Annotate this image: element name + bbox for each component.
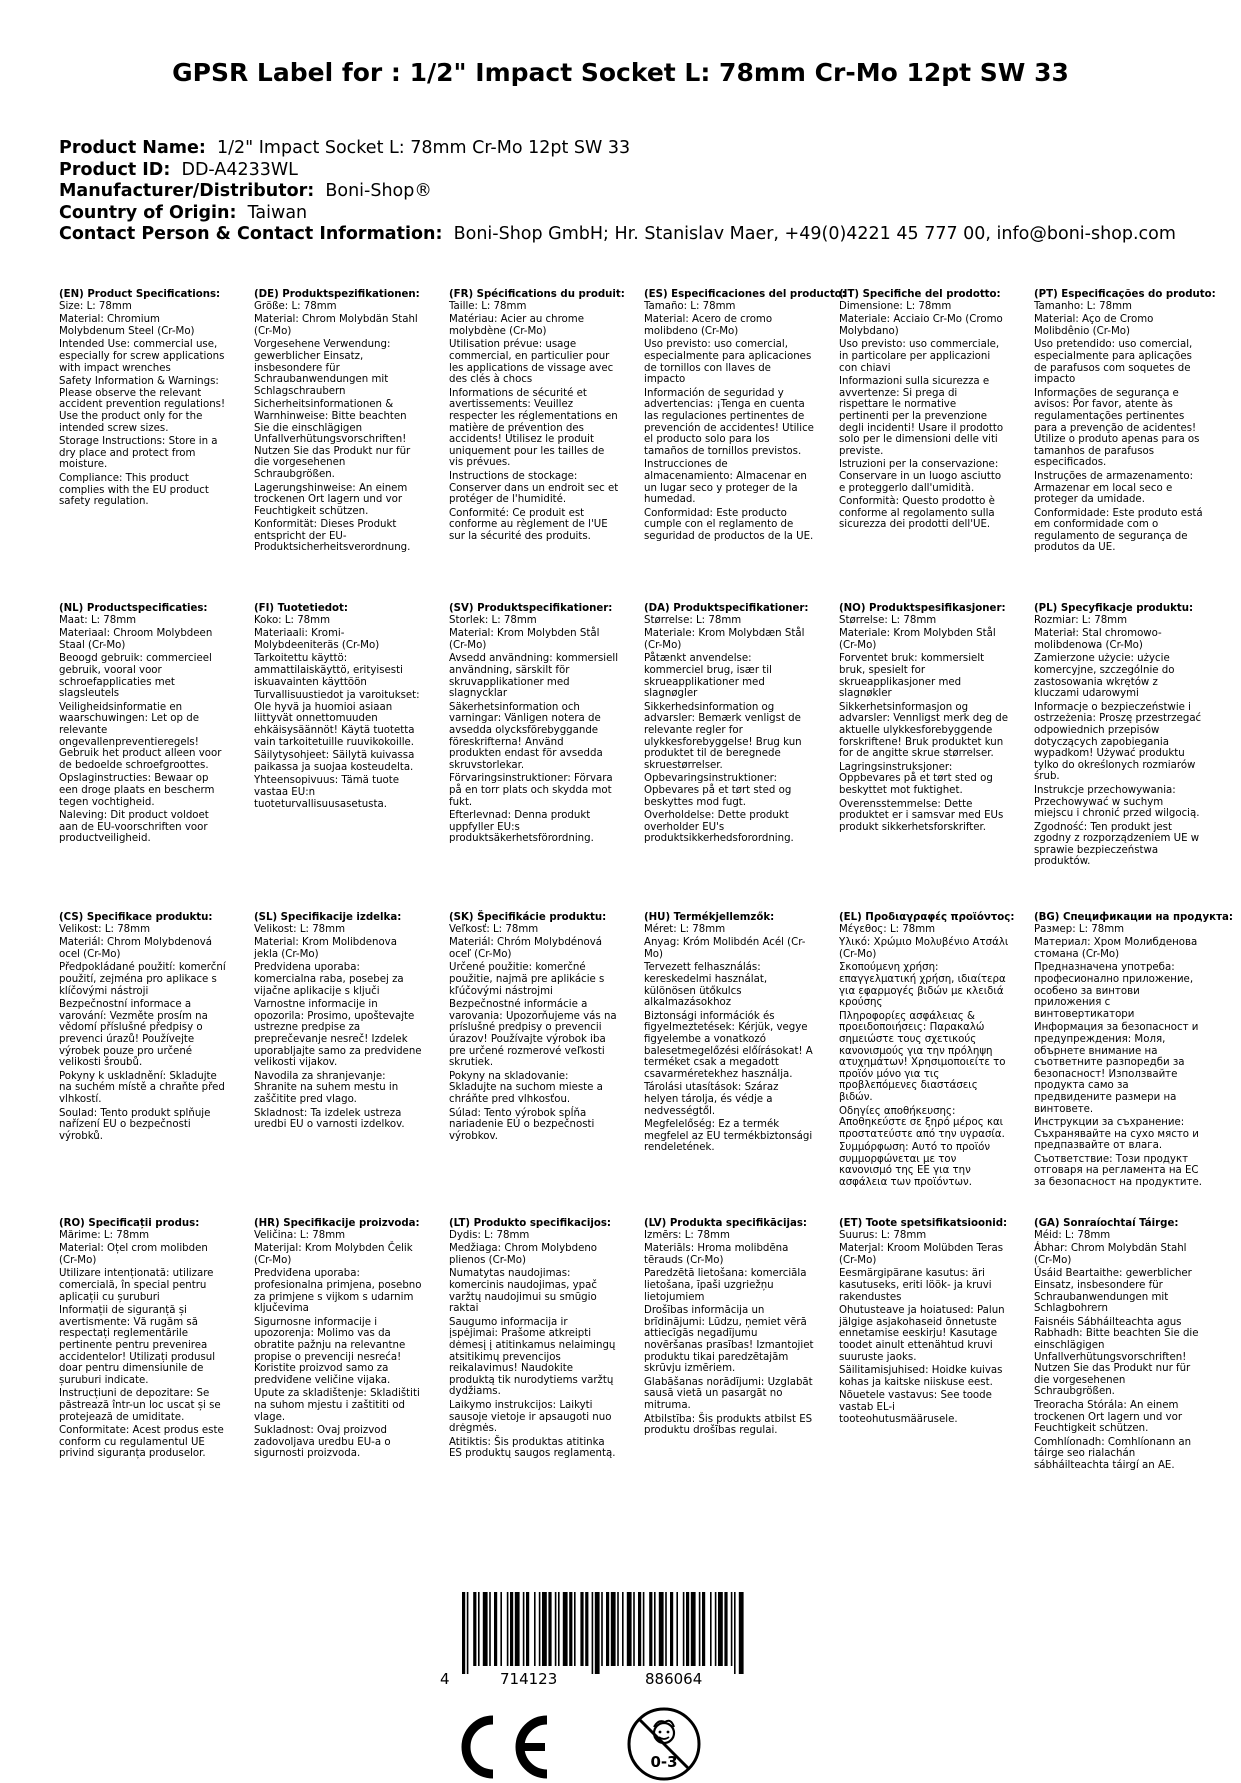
barcode-bar: [539, 1592, 541, 1666]
spec-line: Material: Aço de Cromo Molibdênio (Cr-Mo): [1034, 314, 1154, 337]
spec-line: Dydis: L: 78mm: [449, 1229, 530, 1241]
spec-line: Súlad: Tento výrobok spĺňa nariadenie EÚ o bezpečnosti výrobkov.: [449, 1107, 595, 1142]
spec-line: Material: Krom Molibdenova jekla (Cr-Mo): [254, 937, 397, 960]
product-name-row: [59, 138, 1176, 160]
spec-block: [254, 289, 424, 556]
spec-line: Σκοπούμενη χρήση: επαγγελματική χρήση, ιδιαίτερα για εφαρμογές βιδών με κλειδιά κρούσης: [839, 962, 1006, 1009]
barcode-bar: [617, 1592, 619, 1666]
spec-line: Material: Chrom Molybdän Stahl (Cr-Mo): [254, 314, 418, 337]
barcode-bar: [478, 1592, 480, 1666]
barcode-bar: [710, 1592, 712, 1666]
spec-line: Storlek: L: 78mm: [449, 614, 537, 626]
spec-line: Comhlíonadh: Comhlíonann an táirge seo rialachán sábháilteachta táirgí an AE.: [1034, 1436, 1192, 1471]
barcode-bar: [494, 1592, 497, 1666]
spec-line: Velikost: L: 78mm: [254, 923, 346, 935]
spec-line: Biztonsági információk és figyelmeztetések: Kérjük, vegye figyelembe a vonatkozó balesetmegelőzési előírásokat! A terméket csak a megadott csavarméretekhez használja.: [644, 1010, 813, 1080]
spec-block: [644, 289, 846, 544]
spec-line: Soulad: Tento produkt splňuje nařízení EU o bezpečnosti výrobků.: [59, 1107, 211, 1142]
spec-line: Instrucciones de almacenamiento: Almacenar en un lugar seco y proteger de la humedad.: [644, 459, 807, 506]
spec-line: Skladnost: Ta izdelek ustreza uredbi EU o varnosti izdelkov.: [254, 1107, 405, 1131]
spec-line: Forventet bruk: kommersielt bruk, spesielt for skrueapplikasjoner med slagnøkler: [839, 653, 985, 700]
spec-line: Uso pretendido: uso comercial, especialmente para aplicações de parafusos com soquetes de impacto: [1034, 339, 1193, 386]
spec-line: Mărime: L: 78mm: [59, 1229, 150, 1241]
spec-heading: (PT) Especificações do produto:: [1034, 289, 1216, 300]
spec-line: Velikost: L: 78mm: [59, 923, 151, 935]
barcode-bar: [606, 1592, 609, 1666]
barcode-bar: [595, 1592, 600, 1674]
spec-line: Instruções de armazenamento: Armazenar em local seco e proteger da umidade.: [1034, 470, 1194, 506]
spec-line: Информация за безопасност и предупреждения: Моля, обърнете внимание на съответните разпоредби за безопасност! Използвайте продукта само за предвидените размери на винтовете.: [1034, 1022, 1199, 1115]
barcode-bar: [555, 1592, 557, 1666]
barcode-bar: [627, 1592, 632, 1666]
barcode-bar: [462, 1592, 465, 1674]
barcode-bar: [500, 1592, 502, 1666]
spec-heading: (ET) Toote spetsifikatsioonid:: [839, 1218, 1008, 1229]
barcode-bar: [592, 1592, 594, 1674]
spec-heading: (RO) Specificații produs:: [59, 1218, 200, 1229]
spec-heading: (FI) Tuotetiedot:: [254, 603, 348, 614]
barcode-digits-lead: 4: [440, 1670, 450, 1687]
spec-heading: (IT) Specifiche del prodotto:: [839, 289, 1001, 300]
spec-block: [449, 289, 625, 544]
spec-heading: (HU) Termékjellemzők:: [644, 912, 775, 923]
spec-block: [449, 912, 619, 1144]
spec-block: [59, 289, 229, 510]
spec-line: Instrukcje przechowywania: Przechowywać w suchym miejscu i chronić przed wilgocią.: [1034, 784, 1200, 820]
barcode-bar: [622, 1592, 624, 1666]
spec-block: [1034, 1218, 1204, 1473]
spec-line: Materiaal: Chroom Molybdeen Staal (Cr-Mo): [59, 628, 213, 651]
spec-line: Säilitamisjuhised: Hoidke kuivas kohas ja kaitske niiskuse eest.: [839, 1365, 1003, 1388]
spec-line: Sicherheitsinformationen & Warnhinweise: Bitte beachten Sie die einschlägigen Unfallverhütungsvorschriften! Nutzen Sie das Produkt nur für die vorgesehenen Schraubgrößen.: [254, 399, 411, 480]
spec-heading: (LV) Produkta specifikācijas:: [644, 1218, 807, 1229]
spec-line: Informações de segurança e avisos: Por favor, atente às regulamentações pertinentes para a prevenção de acidentes! Utilize o produto apenas para os tamanhos de parafusos especificados.: [1034, 387, 1200, 469]
spec-line: Υλικό: Χρώμιο Μολυβένιο Ατσάλι (Cr-Mo): [839, 937, 1009, 960]
info-value: 1/2" Impact Socket L: 78mm Cr-Mo 12pt SW 33: [217, 138, 631, 158]
spec-heading: (SL) Specifikacije izdelka:: [254, 912, 402, 923]
barcode-bar: [676, 1592, 678, 1666]
page-title: GPSR Label for : 1/2" Impact Socket L: 78mm Cr-Mo 12pt SW 33: [172, 58, 1069, 87]
spec-block: [1034, 912, 1233, 1191]
spec-line: Material: Acero de cromo molibdeno (Cr-Mo): [644, 314, 773, 337]
spec-block: [644, 603, 814, 847]
spec-line: Opbevaringsinstruktioner: Opbevares på et tørt sted og beskyttes mod fugt.: [644, 773, 792, 808]
spec-line: Materiale: Krom Molybdæn Stål (Cr-Mo): [644, 628, 805, 651]
spec-line: Upute za skladištenje: Skladištiti na suhom mjestu i zaštititi od vlage.: [254, 1388, 420, 1423]
barcode-bar: [507, 1592, 509, 1666]
spec-block: [449, 1218, 619, 1462]
spec-line: Bezpečnostní informace a varování: Vezměte prosím na vědomí příslušné předpisy o prevenci úrazů! Používejte výrobek pouze pro určené velikosti šroubů.: [59, 999, 208, 1069]
spec-line: Eesmärgipärane kasutus: äri kasutuseks, eriti löök- ja kruvi rakendustes: [839, 1268, 992, 1303]
spec-line: Zgodność: Ten produkt jest zgodny z rozporządzeniem UE w sprawie bezpieczeństwa produktów.: [1034, 821, 1200, 868]
spec-block: [1034, 603, 1204, 870]
barcode-bar: [683, 1592, 685, 1666]
spec-heading: (DE) Produktspezifikationen:: [254, 289, 420, 300]
spec-line: Ábhar: Chrom Molybdän Stahl (Cr-Mo): [1034, 1243, 1187, 1266]
barcode-bar: [715, 1592, 717, 1666]
spec-heading: (SV) Produktspecifikationer:: [449, 603, 613, 614]
spec-heading: (PL) Specyfikacje produktu:: [1034, 603, 1194, 614]
barcode-bar: [467, 1592, 469, 1674]
spec-line: Glabāšanas norādījumi: Uzglabāt sausā vietā un pasargāt no mitruma.: [644, 1376, 813, 1411]
barcode-bar: [515, 1592, 520, 1666]
spec-line: Conformidad: Este producto cumple con el reglamento de seguridad de productos de la UE.: [644, 507, 814, 542]
spec-line: Материал: Хром Молибденова стомана (Cr-Mo): [1034, 937, 1198, 960]
spec-heading: (HR) Specifikacije proizvoda:: [254, 1218, 420, 1229]
spec-line: Megfelelőség: Ez a termék megfelel az EU termékbiztonsági rendeletének.: [644, 1119, 813, 1154]
spec-line: Naleving: Dit product voldoet aan de EU-voorschriften voor productveiligheid.: [59, 810, 209, 845]
spec-line: Zamierzone użycie: użycie komercyjne, szczególnie do zastosowania wkrętów z kluczami udarowymi: [1034, 653, 1175, 700]
spec-line: Materijal: Krom Molybden Čelik (Cr-Mo): [254, 1243, 413, 1266]
spec-line: Laikymo instrukcijos: Laikyti sausoje vietoje ir apsaugoti nuo drėgmės.: [449, 1399, 612, 1435]
spec-block: [839, 1218, 1009, 1427]
spec-line: Beoogd gebruik: commercieel gebruik, vooral voor schroefapplicaties met slagsleutels: [59, 653, 212, 700]
spec-line: Předpokládané použití: komerční použití, zejména pro aplikace s klíčovými nástroji: [59, 962, 226, 997]
spec-line: Förvaringsinstruktioner: Förvara på en torr plats och skydda mot fukt.: [449, 773, 613, 808]
info-label: Contact Person & Contact Information:: [59, 224, 443, 244]
spec-line: Rozmiar: L: 78mm: [1034, 614, 1128, 626]
spec-line: Paredzētā lietošana: komerciāla lietošana, īpaši uzgriežņu lietojumiem: [644, 1268, 807, 1303]
spec-line: Инструкции за съхранение: Съхранявайте на сухо място и предпазвайте от влага.: [1034, 1117, 1199, 1152]
spec-line: Bezpečnostné informácie a varovania: Upozorňujeme vás na príslušné predpisy o prevencii úrazov! Používajte výrobok iba pre určené rozmerové veľkosti skrutiek.: [449, 999, 617, 1069]
spec-line: Saugumo informacija ir įspėjimai: Prašome atkreipti dėmesį į atitinkamus nelaimingų atsitikimų prevencijos reikalavimus! Naudokite produktą tik nurodytiems varžtų dydžiams.: [449, 1316, 616, 1398]
spec-line: Предназначена употреба: професионално приложение, особено за винтови приложения с винтовертикатори: [1034, 962, 1194, 1020]
spec-line: Úsáid Beartaithe: gewerblicher Einsatz, insbesondere für Schraubanwendungen mit Schlagbohrern: [1034, 1268, 1192, 1315]
spec-line: Určené použitie: komerčné použitie, najmä pre aplikácie s kľúčovými nástrojmi: [449, 962, 605, 997]
barcode-bar: [580, 1592, 583, 1666]
spec-line: Informații de siguranță și avertismente: Vă rugăm să respectați reglementările pertinente pentru prevenirea accidentelor! Utilizați produsul doar pentru dimensiunile de șuruburi indicate.: [59, 1305, 216, 1386]
spec-line: Οδηγίες αποθήκευσης: Αποθηκεύστε σε ξηρό μέρος και προστατεύστε από την υγρασία.: [839, 1105, 1005, 1140]
barcode-bar: [510, 1592, 513, 1666]
spec-line: Taille: L: 78mm: [449, 300, 527, 312]
spec-line: Matériau: Acier au chrome molybdène (Cr-Mo): [449, 314, 584, 337]
spec-line: Instructions de stockage: Conserver dans un endroit sec et protéger de l'humidité.: [449, 470, 619, 506]
spec-line: Material: Chromium Molybdenum Steel (Cr-Mo): [59, 314, 195, 337]
barcode-bar: [523, 1592, 525, 1666]
spec-line: Drošības informācija un brīdinājumi: Lūdzu, ņemiet vērā attiecīgās negadījumu novēršanas prasības! Izmantojiet produktu tikai paredzētajām skrūvju izmēriem.: [644, 1305, 814, 1375]
spec-line: Lagerungshinweise: An einem trockenen Ort lagern und vor Feuchtigkeit schützen.: [254, 482, 408, 517]
barcode-bar: [739, 1592, 744, 1674]
spec-line: Utilisation prévue: usage commercial, en particulier pour les applications de vissage avec des clés à chocs: [449, 339, 614, 386]
spec-line: Informations de sécurité et avertissements: Veuillez respecter les réglementations en matière de prévention des accidents! Utilisez le produit uniquement pour les tailles de vis prévues.: [449, 387, 618, 469]
barcode-bar: [489, 1592, 491, 1666]
barcode-bar: [542, 1592, 547, 1666]
spec-line: Tamanho: L: 78mm: [1034, 300, 1132, 312]
spec-line: Materiāls: Hroma molibdēna tērauds (Cr-Mo): [644, 1243, 789, 1266]
spec-block: [254, 603, 424, 812]
spec-line: Πληροφορίες ασφάλειας & προειδοποιήσεις: Παρακαλώ σημειώστε τους σχετικούς κανονισμούς για την πρόληψη ατυχημάτων! Χρησιμοποιείτε το προϊόν μόνο για τις προβλεπόμενες διαστάσεις βιδών.: [839, 1010, 1006, 1103]
spec-line: Compliance: This product complies with the EU product safety regulation.: [59, 472, 209, 508]
barcode-bar: [534, 1592, 536, 1666]
spec-line: Turvallisuustiedot ja varoitukset: Ole hyvä ja huomioi asiaan liittyvät onnettomuuden ehkäisysäännöt! Käytä tuotetta vain tarkoitetuille ruuvikokoille.: [254, 690, 420, 748]
spec-block: [449, 603, 619, 847]
barcode-bar: [601, 1592, 603, 1666]
spec-line: Materiale: Acciaio Cr-Mo (Cromo Molybdano): [839, 314, 1003, 337]
barcode-bar: [699, 1592, 701, 1666]
spec-line: Istruzioni per la conservazione: Conservare in un luogo asciutto e proteggerlo dall'umidità.: [839, 459, 1002, 494]
spec-line: Uso previsto: uso comercial, especialmente para aplicaciones de tornillos con llaves de impacto: [644, 339, 812, 386]
spec-line: Tárolási utasítások: Száraz helyen tárolja, és védje a nedvességtől.: [644, 1082, 779, 1117]
barcode-bar: [731, 1592, 733, 1666]
barcode-bar: [665, 1592, 667, 1666]
spec-heading: (SK) Špecifikácie produktu:: [449, 912, 607, 923]
spec-line: Ohutusteave ja hoiatused: Palun jälgige asjakohaseid õnnetuste ennetamise eeskirju! Kasutage toodet ainult ettenähtud kruvi suuruste jaoks.: [839, 1305, 1005, 1363]
info-label: Country of Origin:: [59, 202, 237, 223]
spec-heading: (GA) Sonraíochtaí Táirge:: [1034, 1218, 1179, 1229]
spec-line: Utilizare intenționată: utilizare comercială, în special pentru aplicații cu șuruburi: [59, 1268, 214, 1303]
barcode-bar: [718, 1592, 723, 1666]
info-value: Taiwan: [247, 202, 308, 223]
spec-line: Atitiktis: Šis produktas atitinka ES produktų saugos reglamentą.: [449, 1436, 616, 1460]
manufacturer-row: [59, 181, 1176, 203]
spec-line: Avsedd användning: kommersiell användning, särskilt för skruvapplikationer med slagnycklar: [449, 653, 619, 700]
spec-line: Sigurnosne informacije i upozorenja: Molimo vas da obratite pažnju na relevantne propise o prevenciji nesreća! Koristite proizvod samo za predviđene veličine vijaka.: [254, 1316, 406, 1386]
spec-line: Koko: L: 78mm: [254, 614, 331, 626]
spec-line: Izmērs: L: 78mm: [644, 1229, 730, 1241]
spec-line: Conformitate: Acest produs este conform cu regulamentul UE privind siguranța produselor.: [59, 1425, 224, 1460]
spec-heading: (DA) Produktspecifikationer:: [644, 603, 809, 614]
spec-line: Pokyny na skladovanie: Skladujte na suchom mieste a chráňte pred vlhkosťou.: [449, 1070, 603, 1105]
spec-heading: (LT) Produkto specifikacijos:: [449, 1218, 611, 1229]
spec-line: Atbilstība: Šis produkts atbilst ES produktu drošības regulai.: [644, 1413, 813, 1437]
spec-line: Maat: L: 78mm: [59, 614, 137, 626]
barcode-bar: [686, 1592, 689, 1666]
spec-heading: (FR) Spécifications du produit:: [449, 289, 625, 300]
country-row: [59, 203, 1176, 225]
barcode: [440, 1592, 750, 1687]
spec-line: Intended Use: commercial use, especially for screw applications with impact wrenches: [59, 339, 225, 374]
spec-line: Faisnéis Sábháilteachta agus Rabhadh: Bitte beachten Sie die einschlägigen Unfallverhütungsvorschriften! Nutzen Sie das Produkt nur für die vorgesehenen Schraubgrößen.: [1034, 1316, 1199, 1398]
spec-line: Informacje o bezpieczeństwie i ostrzeżenia: Proszę przestrzegać odpowiednich przepisów dotyczących zapobiegania wypadkom! Używać produktu tylko do określonych rozmiarów śrub.: [1034, 701, 1202, 783]
spec-line: Размер: L: 78mm: [1034, 923, 1125, 935]
barcode-bar: [643, 1592, 645, 1666]
spec-heading: (NO) Produktspesifikasjoner:: [839, 603, 1006, 614]
spec-line: Efterlevnad: Denna produkt uppfyller EU:s produktsäkerhetsförordning.: [449, 810, 594, 845]
spec-heading: (EN) Product Specifications:: [59, 289, 221, 300]
spec-block: [1034, 289, 1216, 556]
spec-line: Konformität: Dieses Produkt entspricht der EU-Produktsicherheitsverordnung.: [254, 519, 411, 554]
spec-line: Méret: L: 78mm: [644, 923, 726, 935]
spec-line: Съответствие: Този продукт отговаря на регламента на ЕС за безопасност на продуктите.: [1034, 1153, 1202, 1189]
barcode-bar: [574, 1592, 576, 1666]
spec-heading: (BG) Спецификации на продукта:: [1034, 912, 1233, 923]
spec-line: Informazioni sulla sicurezza e avvertenze: Si prega di rispettare le normative pertinenti per la prevenzione degli incidenti! Usare il prodotto solo per le dimensioni delle viti previste.: [839, 376, 1004, 457]
spec-line: Yhteensopivuus: Tämä tuote vastaa EU:n tuoteturvallisuusasetusta.: [254, 775, 400, 810]
ce-mark-icon: [455, 1712, 553, 1782]
spec-block: [59, 912, 229, 1144]
product-info: [59, 138, 1176, 246]
spec-line: Sikkerhedsinformation og advarsler: Bemærk venligst de relevante regler for ulykkesforebyggelse! Brug kun produktet til de beregnede skruestørrelser.: [644, 701, 802, 771]
spec-line: Overensstemmelse: Dette produktet er i samsvar med EUs produkt sikkerhetsforskrifter.: [839, 798, 1004, 833]
spec-heading: (NL) Productspecificaties:: [59, 603, 208, 614]
spec-line: Instrucțiuni de depozitare: Se păstrează într-un loc uscat și se protejează de umiditate.: [59, 1388, 221, 1423]
spec-line: Συμμόρφωση: Αυτό το προϊόν συμμορφώνεται με τον κανονισμό της ΕΕ για την ασφάλεια των προϊόντων.: [839, 1142, 991, 1189]
spec-block: [644, 912, 814, 1156]
spec-line: Opslaginstructies: Bewaar op een droge plaats en bescherm tegen vochtigheid.: [59, 773, 215, 808]
spec-line: Anyag: Króm Molibdén Acél (Cr-Mo): [644, 937, 806, 960]
spec-line: Vorgesehene Verwendung: gewerblicher Einsatz, insbesondere für Schraubanwendungen mit Schlagschraubern: [254, 339, 391, 397]
spec-heading: (EL) Προδιαγραφές προϊόντος:: [839, 912, 1015, 923]
info-value: Boni-Shop®: [325, 181, 432, 201]
spec-line: Varnostne informacije in opozorila: Prosimo, upoštevajte ustrezne predpise za preprečevanje nesreč! Izdelek uporabljajte samo za predvidene velikosti vijakov.: [254, 999, 422, 1069]
spec-line: Materjal: Kroom Molübden Teras (Cr-Mo): [839, 1243, 1004, 1266]
spec-block: [839, 603, 1009, 835]
spec-line: Materiaali: Kromi-Molybdeeniteräs (Cr-Mo): [254, 628, 380, 651]
spec-line: Veľkosť: L: 78mm: [449, 923, 539, 935]
spec-line: Medžiaga: Chrom Molybdeno plienos (Cr-Mo): [449, 1243, 598, 1266]
info-value: DD-A4233WL: [181, 159, 298, 180]
spec-line: Tamaño: L: 78mm: [644, 300, 736, 312]
spec-line: Conformità: Questo prodotto è conforme al regolamento sulla sicurezza dei prodotti dell'UE.: [839, 496, 995, 531]
spec-line: Tarkoitettu käyttö: ammattilaiskäyttö, erityisesti iskuavainten käyttöön: [254, 653, 403, 688]
spec-line: Navodila za shranjevanje: Shranite na suhem mestu in zaščitite pred vlago.: [254, 1070, 399, 1105]
spec-line: Méid: L: 78mm: [1034, 1229, 1111, 1241]
barcode-bar: [611, 1592, 616, 1666]
spec-line: Påtænkt anvendelse: kommerciel brug, især til skrueapplikationer med slagnøgler: [644, 653, 772, 700]
info-label: Product Name:: [59, 138, 206, 158]
barcode-bar: [585, 1592, 588, 1666]
spec-line: Größe: L: 78mm: [254, 300, 337, 312]
contact-row: [59, 224, 1176, 246]
info-label: Product ID:: [59, 159, 171, 180]
spec-line: Nõuetele vastavus: See toode vastab EL-i tooteohutusmäärusele.: [839, 1390, 992, 1425]
barcode-bar: [558, 1592, 560, 1666]
spec-line: Conformité: Ce produit est conforme au règlement de l'UE sur la sécurité des produits.: [449, 507, 608, 542]
spec-line: Μέγεθος: L: 78mm: [839, 923, 936, 935]
spec-line: Suurus: L: 78mm: [839, 1229, 927, 1241]
spec-block: [839, 912, 1015, 1191]
barcode-digits-left: 714123: [500, 1670, 558, 1687]
spec-line: Predviđena uporaba: profesionalna primjena, posebno za primjene s vijkom s udarnim ključevima: [254, 1268, 422, 1315]
spec-block: [59, 603, 229, 847]
spec-line: Säkerhetsinformation och varningar: Vänligen notera de avsedda olycksförebyggande föreskrifterna! Använd produkten endast för avsedda skruvstorlekar.: [449, 701, 603, 771]
spec-line: Sukladnost: Ovaj proizvod zadovoljava uredbu EU-a o sigurnosti proizvoda.: [254, 1425, 391, 1460]
spec-line: Materiál: Chróm Molybdénová oceľ (Cr-Mo): [449, 937, 603, 960]
barcode-bar: [548, 1592, 551, 1666]
spec-block: [839, 289, 1009, 533]
barcode-bar: [483, 1592, 488, 1666]
spec-line: Predvidena uporaba: komercialna raba, posebej za vijačne aplikacije s ključi: [254, 962, 404, 997]
barcode-digits-right: 886064: [645, 1670, 703, 1687]
spec-block: [59, 1218, 229, 1462]
spec-line: Størrelse: L: 78mm: [644, 614, 742, 626]
spec-line: Säilytysohjeet: Säilytä kuivassa paikassa ja suojaa kosteudelta.: [254, 750, 415, 773]
barcode-bar: [654, 1592, 656, 1666]
barcode-bar: [734, 1592, 736, 1674]
spec-line: Numatytas naudojimas: komercinis naudojimas, ypač varžtų naudojimui su smūgio raktai: [449, 1268, 597, 1315]
spec-heading: (ES) Especificaciones del producto:: [644, 289, 846, 300]
spec-block: [644, 1218, 814, 1439]
spec-line: Material: Oțel crom molibden (Cr-Mo): [59, 1243, 208, 1266]
spec-line: Materiał: Stal chromowo-molibdenowa (Cr-Mo): [1034, 628, 1162, 651]
spec-block: [254, 1218, 424, 1462]
age-label: 0-3: [650, 1753, 678, 1771]
barcode-bar: [638, 1592, 641, 1666]
barcode-bar: [702, 1592, 705, 1666]
not-for-children-0-3-icon: [625, 1705, 703, 1783]
barcode-bar: [633, 1592, 635, 1666]
spec-line: Materiál: Chrom Molybdenová ocel (Cr-Mo): [59, 937, 213, 960]
spec-line: Lagringsinstruksjoner: Oppbevares på et tørt sted og beskyttet mot fuktighet.: [839, 761, 993, 796]
spec-line: Conformidade: Este produto está em conformidade com o regulamento de segurança de produtos da UE.: [1034, 507, 1203, 554]
spec-block: [254, 912, 424, 1133]
spec-line: Materiale: Krom Molybden Stål (Cr-Mo): [839, 628, 996, 651]
barcode-bar: [649, 1592, 652, 1666]
spec-line: Size: L: 78mm: [59, 300, 132, 312]
info-label: Manufacturer/Distributor:: [59, 181, 315, 201]
barcode-bar: [526, 1592, 529, 1666]
spec-line: Størrelse: L: 78mm: [839, 614, 937, 626]
spec-line: Treoracha Stórála: An einem trockenen Ort lagern und vor Feuchtigkeit schützen.: [1034, 1399, 1183, 1435]
barcode-bar: [473, 1592, 476, 1666]
spec-line: Veličina: L: 78mm: [254, 1229, 346, 1241]
spec-line: Pokyny k uskladnění: Skladujte na suchém místě a chraňte před vlhkostí.: [59, 1070, 225, 1105]
barcode-bar: [659, 1592, 664, 1666]
info-value: Boni-Shop GmbH; Hr. Stanislav Maer, +49(0)4221 45 777 00, info@boni-shop.com: [453, 224, 1176, 244]
spec-line: Sikkerhetsinformasjon og advarsler: Vennligst merk deg de aktuelle ulykkesforebyggende forskriftene! Bruk produktet kun for de angitte skrue størrelser.: [839, 701, 1008, 760]
spec-line: Tervezett felhasználás: kereskedelmi használat, különösen ütőkulcs alkalmazásokhoz: [644, 962, 768, 1009]
barcode-bar: [724, 1592, 727, 1666]
product-id-row: [59, 160, 1176, 182]
barcode-bar: [691, 1592, 696, 1666]
barcode-bar: [563, 1592, 568, 1666]
spec-line: Información de seguridad y advertencias: ¡Tenga en cuenta las regulaciones pertinentes de prevención de accidentes! Utilice el producto solo para los tamaños de tornillos previstos.: [644, 387, 814, 457]
barcode-bar: [670, 1592, 673, 1666]
spec-line: Storage Instructions: Store in a dry place and protect from moisture.: [59, 436, 218, 471]
spec-line: Veiligheidsinformatie en waarschuwingen: Let op de relevante ongevallenpreventieregels! Gebruik het product alleen voor de bedoelde schroefgroottes.: [59, 701, 222, 771]
spec-line: Uso previsto: uso commerciale, in particolare per applicazioni con chiavi: [839, 339, 1000, 374]
spec-line: Safety Information & Warnings: Please observe the relevant accident prevention regulations! Use the product only for the intended screw sizes.: [59, 376, 226, 434]
barcode-bar: [569, 1592, 572, 1666]
spec-heading: (CS) Specifikace produktu:: [59, 912, 213, 923]
spec-line: Overholdelse: Dette produkt overholder EU's produktsikkerhedsforordning.: [644, 810, 794, 845]
spec-line: Material: Krom Molybden Stål (Cr-Mo): [449, 628, 600, 651]
spec-line: Dimensione: L: 78mm: [839, 300, 952, 312]
